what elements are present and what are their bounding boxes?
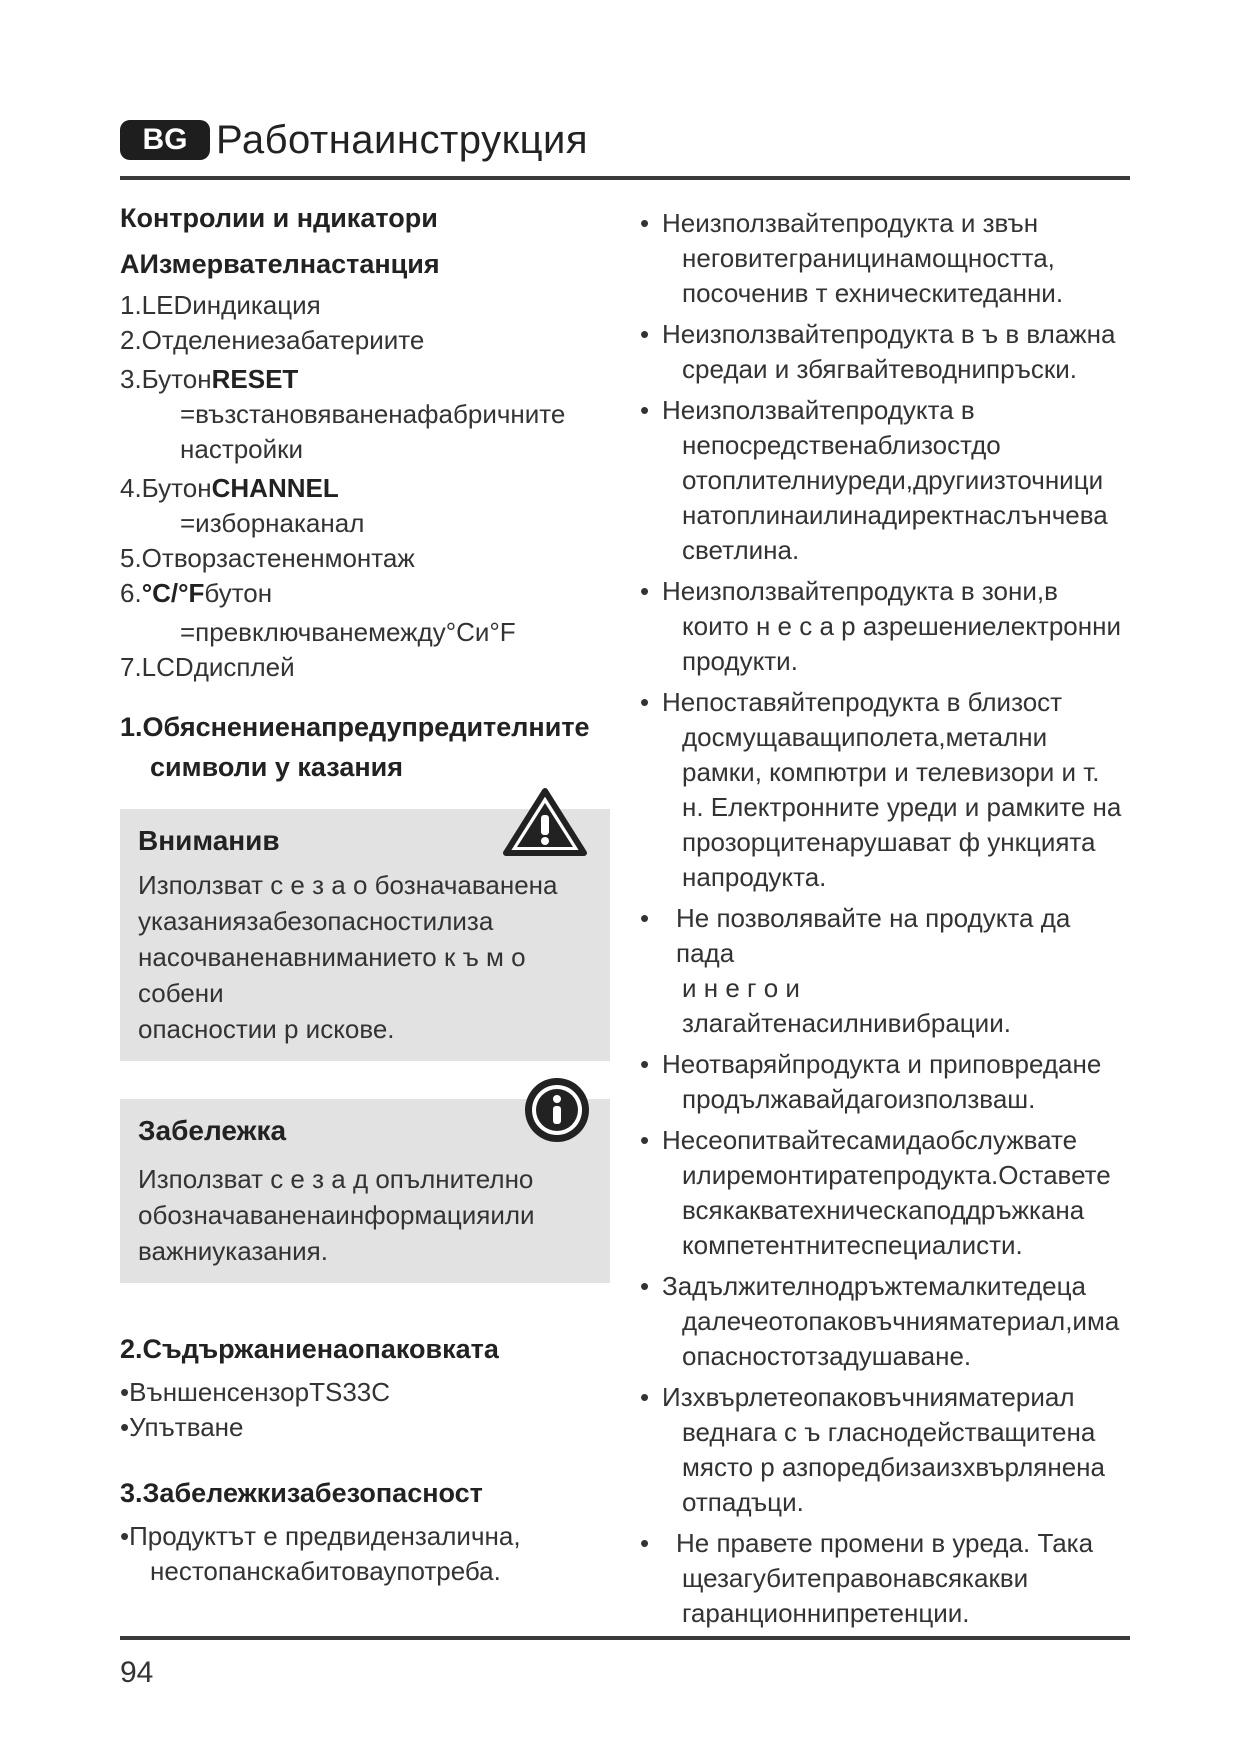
page-number: 94 <box>120 1656 154 1689</box>
control-item-6-desc: =превключванемежду°Cи°F <box>180 617 516 647</box>
control-item-1: 1.LEDиндикация <box>120 290 321 320</box>
controls-heading: Контролии и ндикатори <box>120 203 438 233</box>
control-item-4-desc: =изборнаканал <box>180 508 365 538</box>
header-rule <box>120 176 1130 180</box>
safety-bullet: • Не позволявайте на продукта да пада и н е г о и злагайтенасилнивибрации. <box>640 903 1071 1038</box>
safety-bullet: • Задължителнодръжтемалкитедеца далечеотопаковъчнияматериал,има опасностотзадушаване. <box>640 1271 1120 1371</box>
warning-text-4: опасностии р искове. <box>138 1014 395 1044</box>
package-item-1: •ВъншенсензорTS33C <box>120 1377 391 1407</box>
safety-bullet: • Неизползвайтепродукта в зони,в които н е с а р азрешениелектронни продукти. <box>640 576 1121 676</box>
control-item-5: 5.Отворзастененмонтаж <box>120 543 415 573</box>
warning-text-3: насочваненавниманието к ъ м о собени <box>138 942 526 1008</box>
safety-bullet: • Неизползвайтепродукта в ъ в влажна средаи и збягвайтеводнипръски. <box>640 319 1116 384</box>
safety-bullet: • Изхвърлетеопаковъчнияматериал веднага с ъ гласнодействащитена място р азпоредбизаизхвърлянена отпадъци. <box>640 1382 1105 1517</box>
warning-title: Вниманив <box>138 825 280 856</box>
controls-list <box>120 288 610 685</box>
package-item-2: •Упътване <box>120 1412 244 1442</box>
safety-bullet: • Непоставяйтепродукта в близост досмущаващиполета,метални рамки, компютри и телевизори и т. н. Електронните уреди и рамките на прозорцитенарушават ф ункцията напродукта. <box>640 687 1122 892</box>
control-item-3: 3.БутонRESET <box>120 364 299 394</box>
note-text-1: Използват с е з а д опълнително <box>138 1164 534 1194</box>
note-title: Забележка <box>138 1115 287 1146</box>
footer-rule <box>120 1636 1130 1640</box>
section-2-heading: 2.Съдържаниенаопаковката <box>120 1334 499 1364</box>
safety-bullet: • Не правете промени в уреда. Така щезагубитеправонавсякакви гаранционнипретенции. <box>640 1528 1094 1628</box>
note-text-3: важниуказания. <box>138 1236 328 1266</box>
info-icon <box>522 1075 592 1150</box>
section-3-heading: 3.Забележкизабезопасност <box>120 1478 483 1508</box>
safety-item-1-cont: нестопанскабитоваупотреба. <box>150 1556 501 1586</box>
warning-text-1: Използват с е з а о бозначаванена <box>138 870 558 900</box>
warning-triangle-icon <box>502 787 588 862</box>
control-item-2: 2.Отделениезабатериите <box>120 325 425 355</box>
station-heading: AИзмервателнастанция <box>120 249 440 279</box>
control-item-3-desc: =възстановяваненафабричните <box>180 399 566 429</box>
safety-bullet: • Неизползвайтепродукта и звън неговитеграницинамощността, посоченив т ехническитеданни. <box>640 208 1064 308</box>
document-title: Работнаинструкция <box>216 118 588 162</box>
warning-text-2: указаниязабезопасностилиза <box>138 906 494 936</box>
language-badge: BG <box>120 120 210 160</box>
page-header <box>120 112 1130 176</box>
note-text-2: обозначаваненаинформацияили <box>138 1200 535 1230</box>
warning-box <box>120 809 610 1061</box>
control-item-7: 7.LCDдисплей <box>120 652 295 682</box>
control-item-4: 4.БутонCHANNEL <box>120 473 339 503</box>
control-item-6: 6.°C/°Fбутон <box>120 578 273 608</box>
safety-bullet: • Неизползвайтепродукта в непосредственаблизостдо отоплителниуреди,другиизточници натоплинаилинадиректнаслънчева светлина. <box>640 395 1108 565</box>
safety-bullet: • Несеопитвайтесамидаобслужвате илиремонтиратепродукта.Оставете всякакватехническаподдръжкана компетентнитеспециалисти. <box>640 1125 1111 1260</box>
right-column <box>640 206 1130 1637</box>
safety-item-1: •Продуктът е предвидензалична, <box>120 1521 521 1551</box>
note-box <box>120 1099 610 1283</box>
safety-bullet: • Неотваряйпродукта и приповредане продължавайдагоизползваш. <box>640 1049 1102 1114</box>
left-column <box>120 200 610 1589</box>
section-1-heading: 1.Обяснениенапредупредителните символи у казания <box>120 712 590 782</box>
control-item-3-desc-cont: настройки <box>180 434 304 464</box>
